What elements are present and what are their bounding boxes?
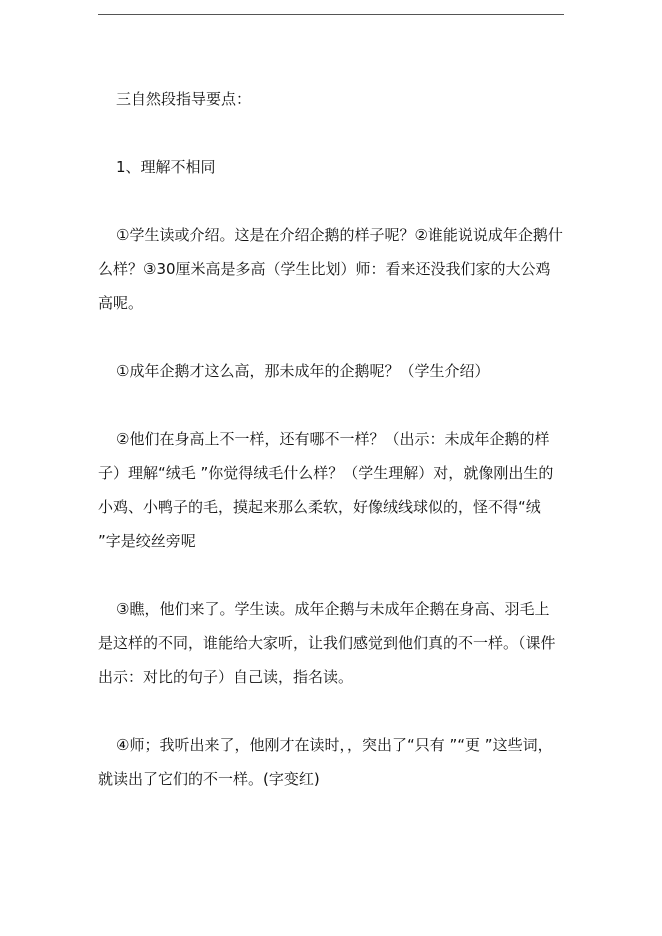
paragraph-4: ③瞧，他们来了。学生读。成年企鹅与未成年企鹅在身高、羽毛上是这样的不同，谁能给大家听，让我们感觉到他们真的不一样。（课件出示：对比的句子）自己读，指名读。 <box>98 600 556 686</box>
section-heading: 三自然段指导要点： <box>116 90 252 108</box>
header-rule <box>98 14 564 15</box>
paragraph-1: ①学生读或介绍。这是在介绍企鹅的样子呢？②谁能说说成年企鹅什么样？③30厘米高是多高（学生比划）师：看来还没我们家的大公鸡高呢。 <box>98 226 563 312</box>
paragraph-5: ④师；我听出来了，他刚才在读时，，突出了“只有 ”“更 ”这些词，就读出了它们的不一样。(字变红) <box>98 736 553 788</box>
sub-heading: 1、理解不相同 <box>116 158 216 176</box>
paragraph-2: ①成年企鹅才这么高，那未成年的企鹅呢？（学生介绍） <box>116 362 490 380</box>
page-content <box>98 82 564 830</box>
paragraph-3: ②他们在身高上不一样，还有哪不一样？（出示：未成年企鹅的样子）理解“绒毛 ”你觉得绒毛什么样？（学生理解）对，就像刚出生的小鸡、小鸭子的毛，摸起来那么柔软，好像绒线球似的，怪不得“绒 ”字是绞丝旁呢 <box>98 430 554 550</box>
